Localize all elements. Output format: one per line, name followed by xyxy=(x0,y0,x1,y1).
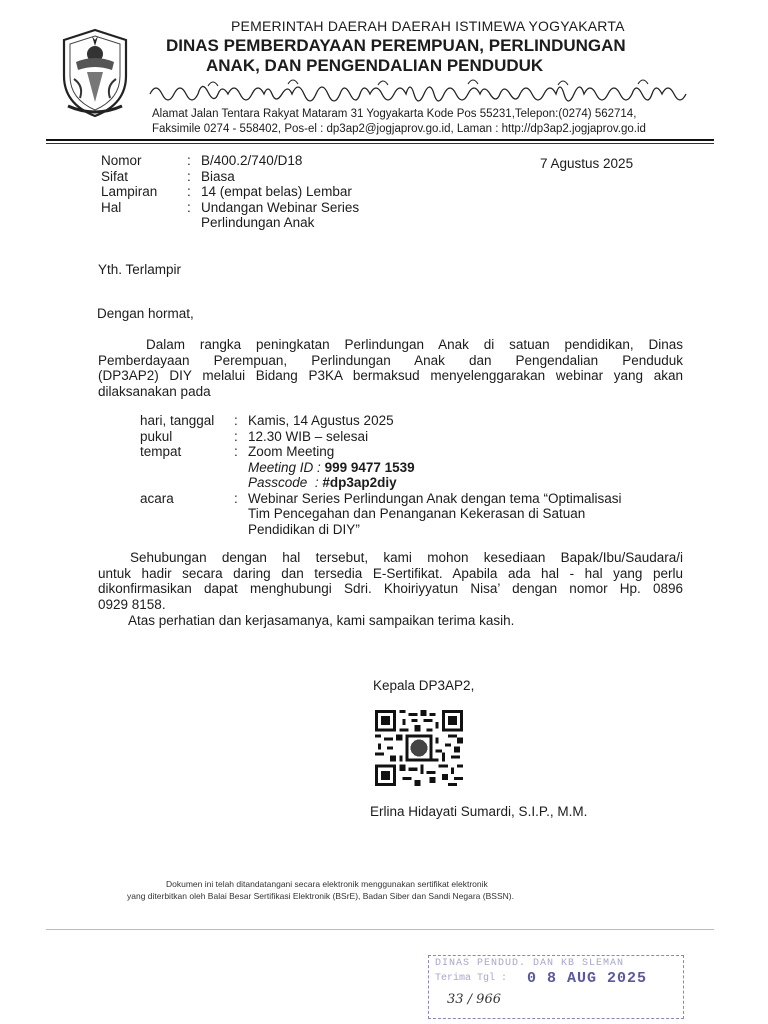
meta-value: Undangan Webinar Series xyxy=(201,199,360,215)
footer-rule xyxy=(46,929,714,930)
letterhead-contact: Faksimile 0274 - 558402, Pos-el : dp3ap2@jogjaprov.go.id, Laman : http://dp3ap2.jogjaprov.go.id xyxy=(152,123,646,135)
meta-row-lampiran xyxy=(101,184,441,200)
paragraph-line: (DP3AP2) DIY melalui Bidang P3KA bermaksud menyelenggarakan webinar yang akan xyxy=(98,368,683,383)
paragraph-line: dikonfirmasikan dapat menghubungi Sdri. Khoiriyyatun Nisa’ dengan nomor Hp. 0896 xyxy=(98,581,683,596)
meeting-id-value: 999 9477 1539 xyxy=(324,459,415,475)
signature-title: Kepala DP3AP2, xyxy=(373,678,475,693)
event-details xyxy=(140,413,688,537)
signatory-name: Erlina Hidayati Sumardi, S.I.P., M.M. xyxy=(370,804,588,819)
letterhead-rule-thin xyxy=(46,143,714,144)
event-label: hari, tanggal xyxy=(140,413,215,428)
event-colon: : xyxy=(234,413,238,428)
event-value xyxy=(248,491,688,538)
meta-colon: : xyxy=(187,199,191,215)
yogyakarta-emblem-icon xyxy=(54,24,136,120)
event-value: Kamis, 14 Agustus 2025 xyxy=(248,413,394,428)
qr-code-icon xyxy=(375,710,463,786)
meta-value: B/400.2/740/D18 xyxy=(201,153,303,168)
zoom-platform: Zoom Meeting xyxy=(248,444,335,459)
letterhead-agency-line1: DINAS PEMBERDAYAAN PEREMPUAN, PERLINDUNGAN xyxy=(166,36,626,55)
letterhead-government: PEMERINTAH DAERAH DAERAH ISTIMEWA YOGYAKARTA xyxy=(231,18,625,34)
event-label: pukul xyxy=(140,428,173,444)
paragraph-line: dilaksanakan pada xyxy=(98,383,211,399)
passcode-value: #dp3ap2diy xyxy=(322,475,397,490)
meeting-id-label: Meeting ID xyxy=(248,459,314,475)
meta-label: Sifat xyxy=(101,168,129,184)
paragraph-intro xyxy=(98,337,683,399)
greeting: Dengan hormat, xyxy=(97,306,194,321)
paragraph-line: Sehubungan dengan hal tersebut, kami mohon kesediaan Bapak/Ibu/Saudara/i xyxy=(130,550,683,565)
paragraph-line: 0929 8158. xyxy=(98,596,166,612)
meta-value: Perlindungan Anak xyxy=(201,215,315,230)
meta-row-sifat xyxy=(101,169,441,185)
event-colon: : xyxy=(234,490,238,506)
event-colon: : xyxy=(234,428,238,444)
paragraph-line: Pemberdayaan Perempuan, Perlindungan Anak dan Pengendalian Penduduk xyxy=(98,352,683,368)
meta-label: Nomor xyxy=(101,153,142,168)
meta-value: 14 (empat belas) Lembar xyxy=(201,184,352,199)
stamp-number: 33 / 966 xyxy=(447,992,501,1007)
recipient: Yth. Terlampir xyxy=(98,262,182,277)
letterhead-rule xyxy=(46,139,714,141)
footer-line1: Dokumen ini telah ditandatangani secara elektronik menggunakan sertifikat elektronik xyxy=(166,879,488,889)
paragraph-line: Dalam rangka peningkatan Perlindungan Anak di satuan pendidikan, Dinas xyxy=(146,337,683,352)
passcode-label: Passcode xyxy=(248,475,308,490)
letterhead-agency-line2: ANAK, DAN PENGENDALIAN PENDUDUK xyxy=(206,56,544,75)
agenda-line: Tim Pencegahan dan Penanganan Kekerasan di Satuan xyxy=(248,506,586,521)
meta-row-nomor xyxy=(101,153,441,169)
meta-colon: : xyxy=(187,153,191,168)
receipt-stamp xyxy=(428,955,684,1019)
meta-row-hal-continued xyxy=(101,215,441,231)
meta-colon: : xyxy=(187,184,191,199)
event-value: 12.30 WIB – selesai xyxy=(248,428,369,444)
event-colon: : xyxy=(234,444,238,459)
meta-label: Lampiran xyxy=(101,184,158,199)
meta-colon: : xyxy=(187,168,191,184)
event-row-agenda xyxy=(140,491,688,538)
event-value xyxy=(248,444,688,491)
event-row-place xyxy=(140,444,688,491)
footer-line2: yang diterbitkan oleh Balai Besar Sertifikasi Elektronik (BSrE), Badan Siber dan Sandi Negara (BSSN). xyxy=(127,891,514,901)
meeting-id: Meeting ID : 999 9477 1539 xyxy=(248,459,415,475)
agenda-line: Pendidikan di DIY” xyxy=(248,521,360,537)
closing-text: Atas perhatian dan kerjasamanya, kami sampaikan terima kasih. xyxy=(128,613,515,628)
letterhead-address: Alamat Jalan Tentara Rakyat Mataram 31 Yogyakarta Kode Pos 55231,Telepon:(0274) 562714, xyxy=(152,108,637,120)
event-label: acara xyxy=(140,490,174,506)
letter-date: 7 Agustus 2025 xyxy=(540,156,634,171)
event-row-time xyxy=(140,429,688,445)
javanese-script-line xyxy=(148,76,708,104)
meta-value: Biasa xyxy=(201,168,235,184)
agenda-line: Webinar Series Perlindungan Anak dengan tema “Optimalisasi xyxy=(248,490,622,506)
meta-row-hal xyxy=(101,200,441,216)
event-label: tempat xyxy=(140,444,182,459)
meta-label: Hal xyxy=(101,199,122,215)
stamp-date: 0 8 AUG 2025 xyxy=(527,970,648,987)
passcode: Passcode : #dp3ap2diy xyxy=(248,475,397,490)
event-row-date xyxy=(140,413,688,429)
paragraph-request xyxy=(98,550,683,612)
letter-meta xyxy=(101,153,441,231)
paragraph-line: untuk hadir secara daring dan tersedia E-Sertifikat. Apabila ada hal - hal yang perlu xyxy=(98,565,683,581)
stamp-received-label: Terima Tgl : xyxy=(435,973,508,984)
stamp-organization: DINAS PENDUD. DAN KB SLEMAN xyxy=(435,958,625,969)
